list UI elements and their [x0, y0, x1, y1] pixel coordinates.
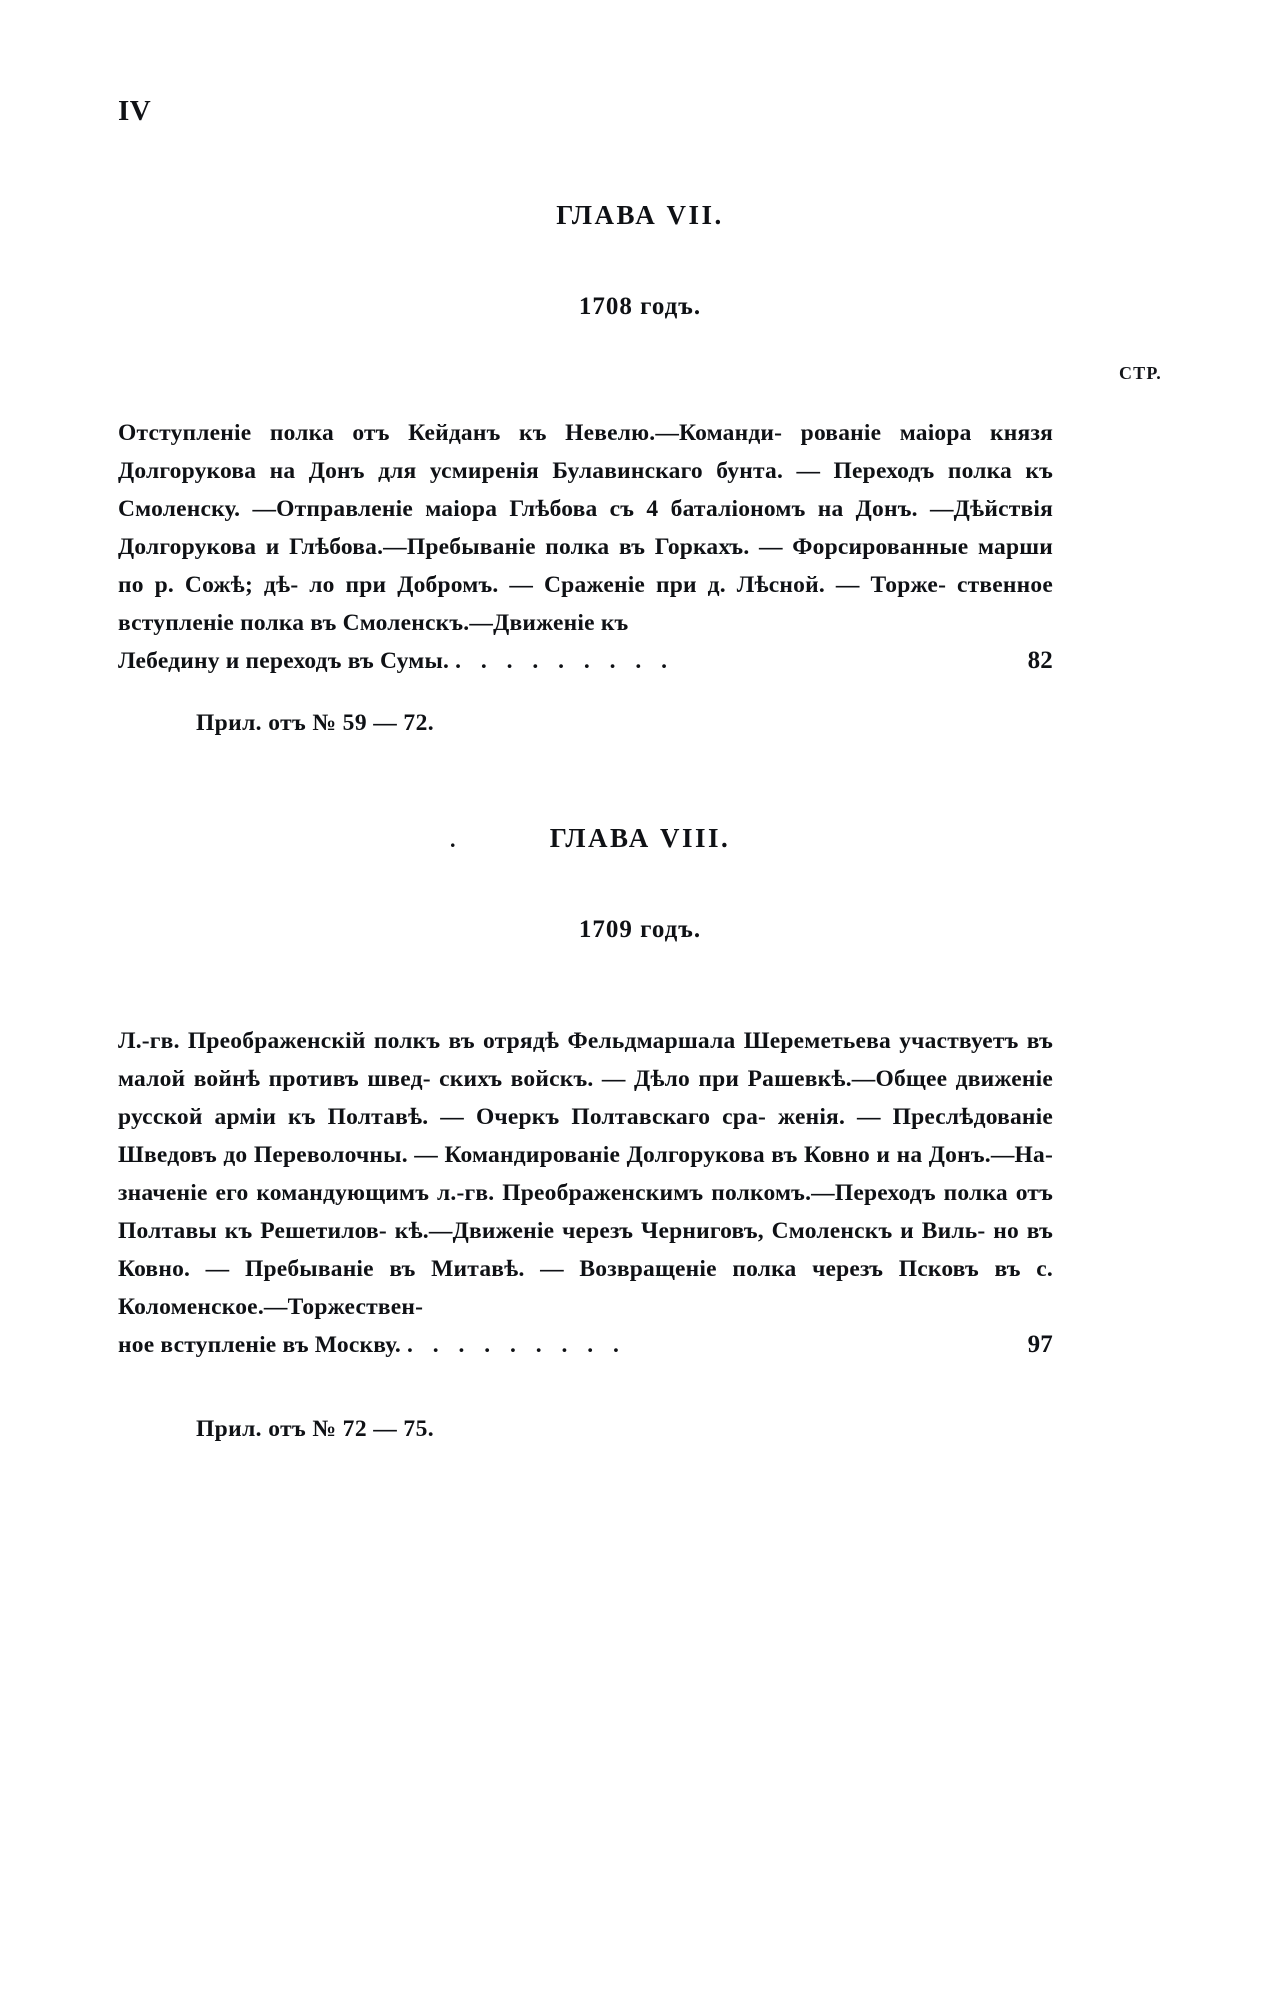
toc-entry-line: русской арміи къ Полтавѣ. — Очеркъ Полтавскаго сра-	[118, 1104, 767, 1130]
toc-page-number: 82	[1027, 647, 1053, 674]
toc-section-chapter-8	[118, 823, 1162, 1443]
dot-leader: . . . . . . . . .	[407, 1332, 626, 1358]
ornament-dot: .	[450, 827, 458, 852]
toc-appendix-note: Прил. отъ № 59 — 72.	[196, 710, 434, 736]
toc-entry-line: —Отправленіе маіора Глѣбова съ 4 баталіономъ на Донъ.	[252, 496, 918, 522]
toc-entry-line: но въ Ковно. — Пребываніе въ Митавѣ. — Возвращеніе	[118, 1218, 1053, 1282]
table-of-contents	[118, 200, 1162, 1443]
dot-leader: . . . . . . . . .	[455, 648, 675, 674]
toc-entry-line: Командированіе Долгорукова въ Ковно и на Донъ.—На-	[444, 1142, 1053, 1168]
toc-page-number: 97	[1027, 1331, 1053, 1358]
chapter-year: 1708 годъ.	[578, 293, 702, 320]
toc-entry-line: —Дѣйствія Долгорукова и Глѣбова.—Пребываніе полка	[118, 496, 1054, 560]
chapter-heading-text: ГЛАВА VIII.	[549, 823, 731, 853]
toc-entry-line: полка черезъ Псковъ въ с. Коломенское.—Торжествен-	[118, 1256, 1053, 1320]
toc-appendix-note: Прил. отъ № 72 — 75.	[196, 1416, 434, 1442]
chapter-heading: ГЛАВА VII.	[556, 200, 724, 230]
toc-entry-chapter-8	[118, 1022, 1053, 1364]
toc-entry-line: рованіе маіора князя Долгорукова на Донъ для усмиренія	[118, 420, 1054, 484]
chapter-heading	[118, 823, 1162, 854]
toc-entry-line: Отступленіе полка отъ Кейданъ къ Невелю.—Команди-	[118, 420, 783, 446]
toc-entry-line: полкомъ.—Переходъ полка отъ Полтавы къ Решетилов-	[118, 1180, 1053, 1244]
page-folio-number: IV	[118, 95, 152, 127]
toc-entry-line: женія. — Преслѣдованіе Шведовъ до Переволочны. —	[118, 1104, 1054, 1168]
toc-entry-line: въ Горкахъ. — Форсированные марши по р. Сожѣ; дѣ-	[118, 534, 1053, 598]
toc-entry-line: ло при Добромъ. — Сраженіе при д. Лѣсной. — Торже-	[309, 572, 947, 598]
toc-entry-line: кѣ.—Движеніе черезъ Черниговъ, Смоленскъ и Виль-	[394, 1218, 986, 1244]
toc-entry-last-line	[118, 642, 1053, 680]
column-header-page: СТР.	[1118, 363, 1162, 383]
toc-entry-line: значеніе его командующимъ л.-гв. Преображенскимъ	[118, 1180, 704, 1206]
toc-entry-chapter-7	[118, 414, 1053, 680]
chapter-year: 1709 годъ.	[578, 916, 702, 943]
toc-entry-last-text: ное вступленіе въ Москву.	[118, 1332, 401, 1358]
toc-section-chapter-7	[118, 200, 1162, 737]
toc-entry-line: Л.-гв. Преображенскій полкъ въ отрядѣ Фельдмаршала	[118, 1028, 736, 1054]
toc-entry-last-text: Лебедину и переходъ въ Сумы.	[118, 648, 450, 674]
toc-entry-last-line	[118, 1326, 1053, 1364]
toc-entry-line: Шереметьева участвуетъ въ малой войнѣ противъ швед-	[118, 1028, 1054, 1092]
toc-entry-line: Булавинскаго бунта. — Переходъ полка къ Смоленску.	[118, 458, 1053, 522]
toc-entry-line: скихъ войскъ. — Дѣло при Рашевкѣ.—Общее движеніе	[439, 1066, 1054, 1092]
toc-entry-line: ственное вступленіе полка въ Смоленскъ.—Движеніе къ	[118, 572, 1053, 636]
